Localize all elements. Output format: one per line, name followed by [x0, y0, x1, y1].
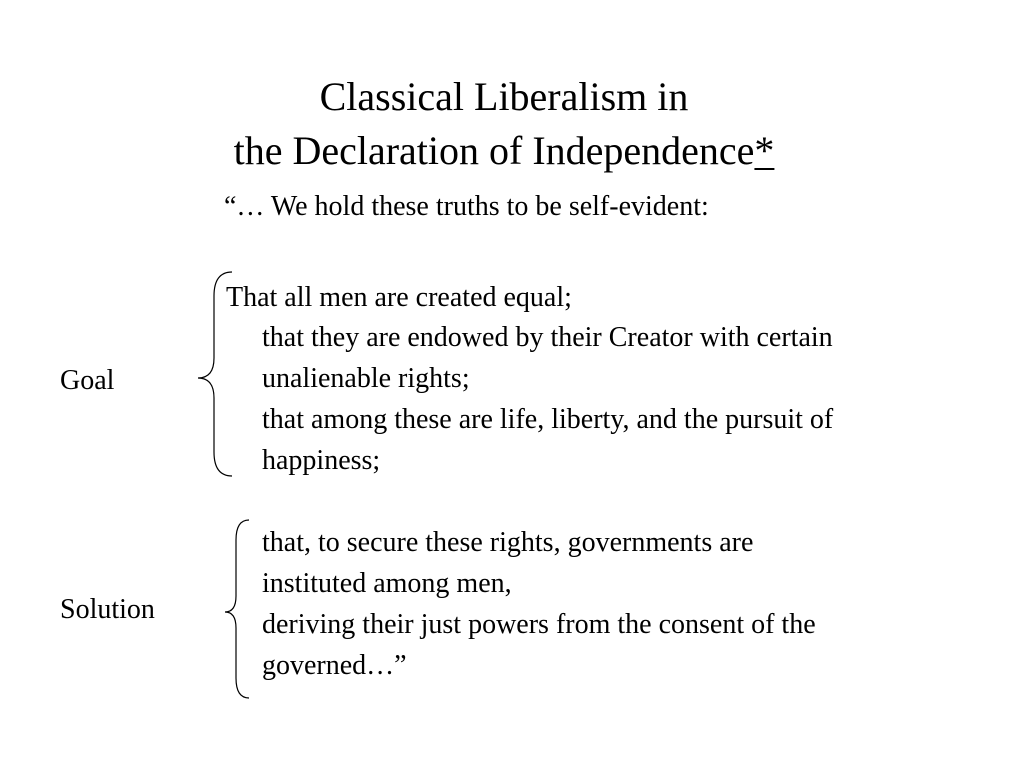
goal-line-4: that among these are life, liberty, and the pursuit of	[262, 404, 834, 435]
solution-line-3: deriving their just powers from the consent of the	[262, 609, 816, 640]
goal-label: Goal	[60, 365, 115, 396]
solution-line-2: instituted among men,	[262, 568, 512, 599]
goal-line-3: unalienable rights;	[262, 363, 470, 394]
title-text-1: Classical Liberalism in	[319, 74, 689, 119]
solution-line-4: governed…”	[262, 650, 407, 681]
solution-line-1: that, to secure these rights, governments are	[262, 527, 754, 558]
goal-line-5: happiness;	[262, 445, 381, 476]
title-text-2: the Declaration of Independence	[233, 128, 755, 173]
solution-brace	[222, 516, 252, 702]
quote-intro: “… We hold these truths to be self-evident:	[224, 191, 709, 222]
slide-title-line-2	[0, 127, 1008, 175]
footnote-link[interactable]: *	[754, 128, 775, 173]
slide-title-line-1	[0, 73, 1008, 121]
solution-label: Solution	[60, 594, 155, 625]
goal-line-2: that they are endowed by their Creator with certain	[262, 322, 833, 353]
goal-line-1: That all men are created equal;	[226, 282, 572, 313]
